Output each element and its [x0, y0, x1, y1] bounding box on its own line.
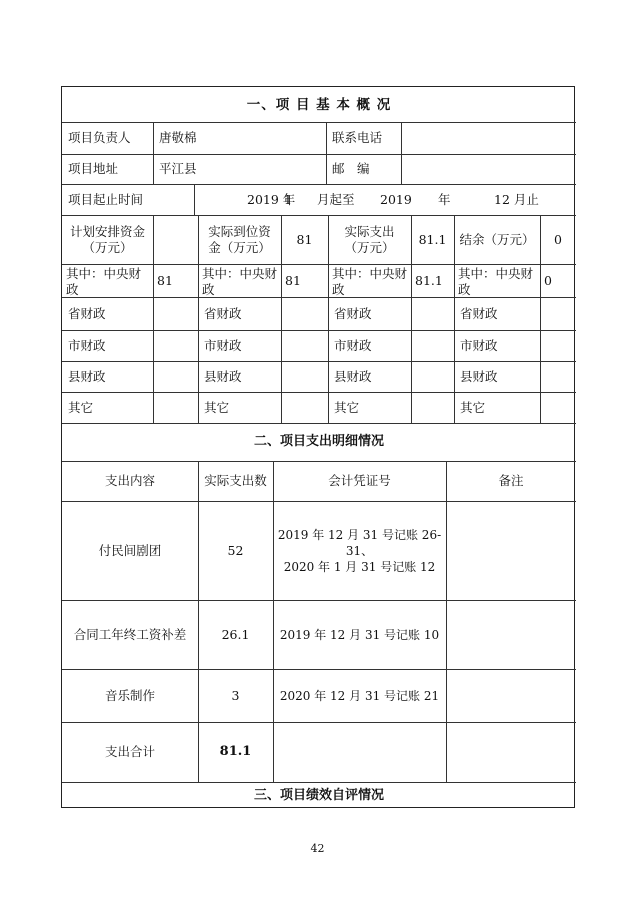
funds-row-central-planned-label: 其中：中央财政 [66, 266, 142, 297]
funds-row-city-balance-label: 市财政 [460, 337, 498, 353]
header-content: 支出内容 [104, 473, 155, 488]
funds-row-county-planned [153, 361, 198, 392]
funds-row-province-received-label: 省财政 [204, 305, 242, 321]
funds-row-province-spent [411, 297, 454, 330]
expense-note [446, 600, 576, 669]
expense-content: 音乐制作 [104, 687, 155, 703]
page-number: 42 [310, 842, 325, 855]
funds-row-county-planned-label: 县财政 [68, 368, 106, 384]
manager-label: 项目负责人 [68, 130, 131, 145]
funds-row-other-spent-label: 其它 [334, 399, 360, 415]
funds-row-city-spent-label: 市财政 [334, 337, 372, 353]
phone-value [401, 122, 576, 154]
funds-row-city-spent [411, 330, 454, 361]
funds-row-other-received [281, 392, 328, 423]
funds-row-other-planned [153, 392, 198, 423]
section3-title: 三、项目绩效自评情况 [253, 787, 384, 803]
spent-funds-label: 实际支出（万元） [344, 223, 395, 255]
funds-row-county-balance [540, 361, 576, 392]
funds-row-other-balance-label: 其它 [460, 399, 486, 415]
planned-funds-value [153, 215, 198, 264]
phone-label: 联系电话 [332, 130, 383, 145]
funds-row-province-planned [153, 297, 198, 330]
expense-amount: 3 [231, 687, 240, 703]
funds-row-city-planned [153, 330, 198, 361]
funds-row-county-spent [411, 361, 454, 392]
period-label: 项目起止时间 [68, 191, 144, 207]
received-funds-value: 81 [296, 231, 313, 247]
received-funds-label: 实际到位资金（万元） [208, 223, 271, 255]
funds-row-province-planned-label: 省财政 [68, 305, 106, 321]
section1-title: 一、项 目 基 本 概 况 [246, 96, 392, 113]
funds-row-other-planned-label: 其它 [68, 399, 94, 415]
funds-row-county-spent-label: 县财政 [334, 368, 372, 384]
postcode-value [401, 154, 576, 184]
expense-voucher-line2: 2020 年 1 月 31 号记账 12 [283, 559, 436, 574]
expense-content: 合同工年终工资补差 [73, 626, 187, 642]
spent-funds-value: 81.1 [418, 231, 447, 247]
funds-row-city-received [281, 330, 328, 361]
funds-row-province-balance-label: 省财政 [460, 305, 498, 321]
header-amount: 实际支出数 [204, 473, 267, 488]
expense-amount: 52 [227, 542, 244, 558]
total-label: 支出合计 [104, 744, 155, 759]
expense-voucher: 2020 年 12 月 31 号记账 21 [279, 688, 440, 703]
total-note [446, 722, 576, 782]
funds-row-central-spent-label: 其中：中央财政 [332, 266, 408, 297]
expense-note [446, 669, 576, 722]
funds-row-central-received-label: 其中：中央财政 [202, 266, 278, 297]
balance-value: 0 [554, 231, 562, 247]
expense-note [446, 501, 576, 600]
funds-row-central-spent: 81.1 [415, 272, 443, 288]
funds-row-county-balance-label: 县财政 [460, 368, 498, 384]
expense-amount: 26.1 [221, 626, 250, 642]
address-value: 平江县 [159, 161, 197, 176]
funds-row-other-spent [411, 392, 454, 423]
postcode-label: 邮 编 [332, 161, 370, 176]
header-note: 备注 [498, 473, 524, 488]
period-end-year-unit: 年 [438, 192, 451, 207]
period-start-year: 2019 年 [247, 192, 296, 207]
funds-row-other-balance [540, 392, 576, 423]
period-end-year: 2019 [380, 192, 412, 207]
total-voucher [273, 722, 446, 782]
period-end-month: 12 月止 [494, 192, 539, 207]
expense-voucher-line1: 2019 年 12 月 31 号记账 26-31、 [277, 527, 442, 558]
funds-row-city-planned-label: 市财政 [68, 337, 106, 353]
funds-row-other-received-label: 其它 [204, 399, 230, 415]
funds-row-central-planned: 81 [157, 272, 173, 288]
funds-row-county-received-label: 县财政 [204, 368, 242, 384]
funds-row-central-balance: 0 [544, 272, 552, 288]
planned-funds-label: 计划安排资金（万元） [70, 223, 146, 255]
section2-title: 二、项目支出明细情况 [253, 434, 384, 449]
funds-row-city-received-label: 市财政 [204, 337, 242, 353]
form-sheet [61, 86, 575, 808]
header-voucher: 会计凭证号 [328, 473, 391, 488]
total-value: 81.1 [219, 744, 252, 759]
funds-row-city-balance [540, 330, 576, 361]
expense-content: 付民间剧团 [98, 542, 162, 558]
address-label: 项目地址 [68, 161, 119, 176]
funds-row-central-balance-label: 其中：中央财政 [458, 266, 534, 297]
funds-row-county-received [281, 361, 328, 392]
balance-label: 结余（万元） [459, 231, 535, 247]
funds-row-province-spent-label: 省财政 [334, 305, 372, 321]
period-start-month: 1 月起至 [284, 192, 355, 207]
funds-row-province-balance [540, 297, 576, 330]
manager-value: 唐敬棉 [159, 130, 197, 145]
funds-row-province-received [281, 297, 328, 330]
expense-voucher: 2019 年 12 月 31 号记账 10 [279, 627, 440, 642]
funds-row-central-received: 81 [285, 272, 301, 288]
